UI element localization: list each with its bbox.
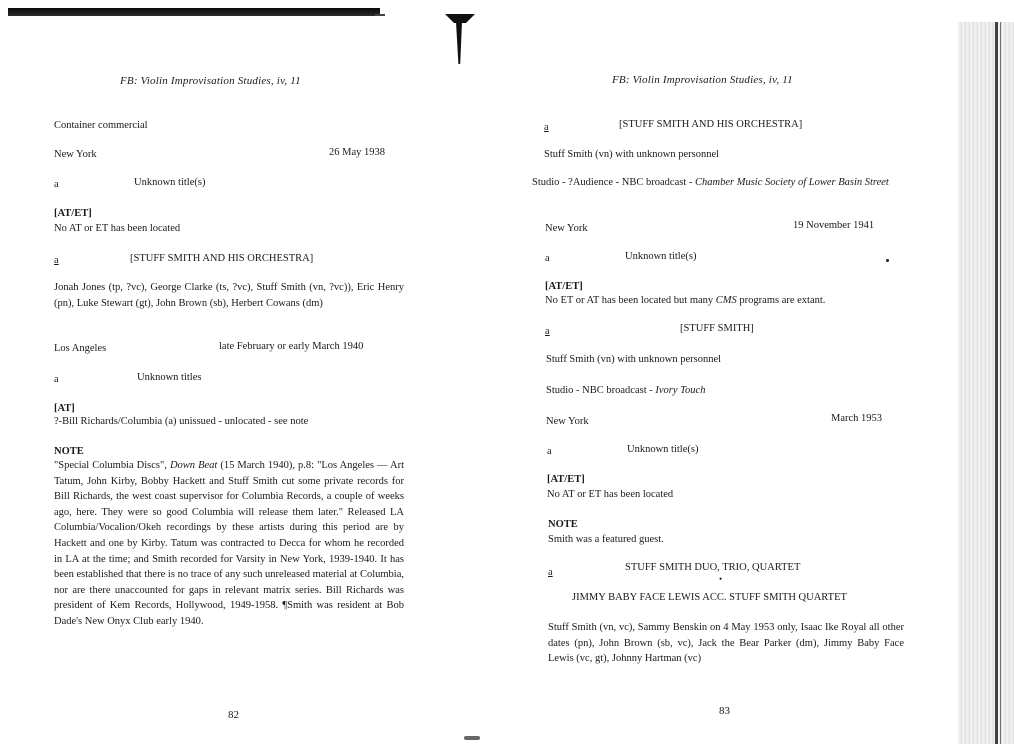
session-date: March 1953 xyxy=(831,413,883,424)
session-place: New York xyxy=(54,149,97,160)
item-letter: a xyxy=(547,446,552,457)
personnel: Jonah Jones (tp, ?vc), George Clarke (ts, ?vc), Stuff Smith (vn, ?vc)), Eric Henry (pn), Luke Stewart (gt), John Brown (sb), Herbert Cowans (dm) xyxy=(54,282,404,309)
container-line: Container commercial xyxy=(54,120,148,131)
page-number: 82 xyxy=(228,709,239,721)
entry-letter: a xyxy=(545,326,550,337)
section-heading: [AT/ET] xyxy=(545,281,583,292)
entry-letter: a xyxy=(544,122,549,133)
note-heading: NOTE xyxy=(548,519,578,530)
right-page xyxy=(510,0,910,744)
session-date: 26 May 1938 xyxy=(329,147,385,158)
item-letter: a xyxy=(54,179,59,190)
personnel: Stuff Smith (vn) with unknown personnel xyxy=(546,354,722,365)
section-note: No ET or AT has been located but many CMS programs are extant. xyxy=(545,295,826,306)
scan-speck xyxy=(886,259,889,262)
personnel: Stuff Smith (vn) with unknown personnel xyxy=(544,149,720,160)
session-date: 19 November 1941 xyxy=(793,220,875,231)
broadcast-line: Studio - ?Audience - NBC broadcast - Chamber Music Society of Lower Basin Street xyxy=(532,177,889,188)
section-heading: [AT/ET] xyxy=(54,208,92,219)
page-number: 83 xyxy=(719,705,730,717)
running-head: FB: Violin Improvisation Studies, iv, 11 xyxy=(612,74,793,86)
section-note: No AT or ET has been located xyxy=(54,223,181,234)
note-text: Smith was a featured guest. xyxy=(548,534,664,545)
at-note: ?-Bill Richards/Columbia (a) unissued - unlocated - see note xyxy=(54,416,309,427)
entry-letter: a xyxy=(548,567,553,578)
entry-letter: a xyxy=(54,255,59,266)
band-name: [STUFF SMITH] xyxy=(680,323,754,334)
item-title: Unknown title(s) xyxy=(134,177,206,188)
section-note: No AT or ET has been located xyxy=(547,489,674,500)
session-place: Los Angeles xyxy=(54,343,107,354)
item-title: Unknown title(s) xyxy=(625,251,697,262)
session-place: New York xyxy=(546,416,589,427)
running-head: FB: Violin Improvisation Studies, iv, 11 xyxy=(120,75,301,87)
left-page xyxy=(0,0,500,744)
item-letter: a xyxy=(545,253,550,264)
session-date: late February or early March 1940 xyxy=(219,341,364,352)
session-subtitle: JIMMY BABY FACE LEWIS ACC. STUFF SMITH QUARTET xyxy=(572,592,847,603)
note-paragraph: "Special Columbia Discs", Down Beat (15 March 1940), p.8: "Los Angeles — Art Tatum, John Kirby, Bobby Hackett and Stuff Smith cut some private records for Bill Richards, the west coast supervisor for Columbia Records, a couple of weeks ago, here. They were so good Columbia will release them later." Released LA Columbia/Vocalion/Okeh recordings by these artists during this period are by Hackett and one by Kirby. Tatum was contracted to Decca for whom he recorded in LA at the time; and Smith recorded for Varsity in New York, 1939-1940. It has been established that there is no trace of any such unreleased material at Columbia, nor are there unaccounted for gaps in relevant matrix series. Bill Richards was president of Kem Records, Hollywood, 1949-1958. ¶Smith was resident at Bob Dade's New Onyx Club early 1940. xyxy=(54,460,404,627)
band-name: STUFF SMITH DUO, TRIO, QUARTET xyxy=(625,562,801,573)
broadcast-line: Studio - NBC broadcast - Ivory Touch xyxy=(546,385,706,396)
band-name: [STUFF SMITH AND HIS ORCHESTRA] xyxy=(619,119,803,130)
item-letter: a xyxy=(54,374,59,385)
band-name: [STUFF SMITH AND HIS ORCHESTRA] xyxy=(130,253,314,264)
item-title: Unknown title(s) xyxy=(627,444,699,455)
section-heading: [AT/ET] xyxy=(547,474,585,485)
personnel: Stuff Smith (vn, vc), Sammy Benskin on 4 May 1953 only, Isaac Ike Royal all other dates (pn), John Brown (sb, vc), Jack the Bear Parker (dm), Jimmy Baby Face Lewis (vc, gt), Johnny Hartman (vc) xyxy=(548,622,904,665)
section-heading: [AT] xyxy=(54,403,75,414)
session-place: New York xyxy=(545,223,588,234)
bullet-mark: • xyxy=(719,574,723,584)
page-edge-shadow xyxy=(958,22,1014,744)
item-title: Unknown titles xyxy=(137,372,202,383)
note-heading: NOTE xyxy=(54,446,84,457)
